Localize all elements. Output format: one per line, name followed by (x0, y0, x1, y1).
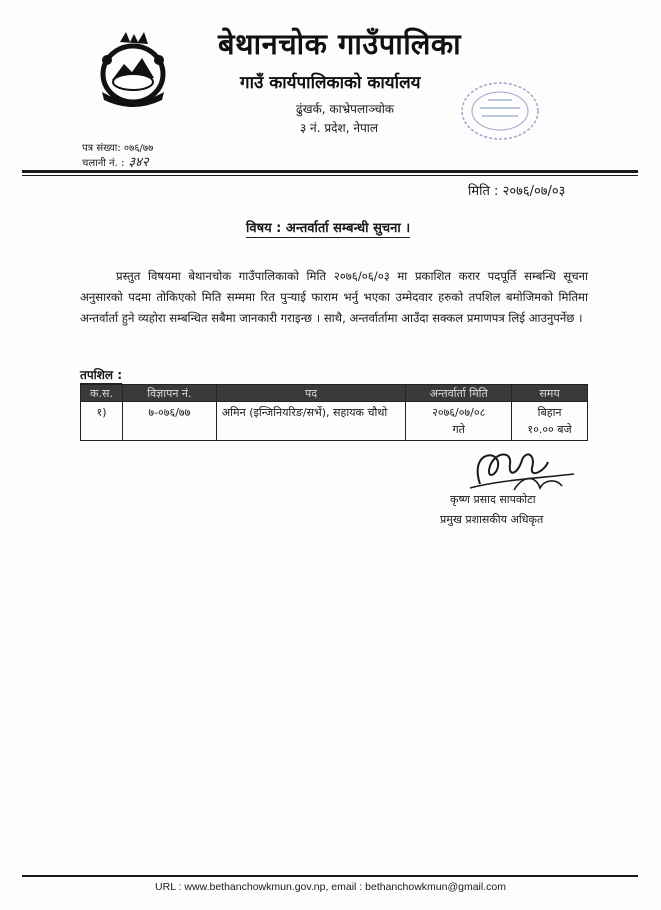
address-line-2: ३ नं. प्रदेश, नेपाल (300, 121, 379, 135)
cell-ad-number: ७-०७६/७७ (122, 402, 216, 441)
office-name: गाउँ कार्यपालिकाको कार्यालय (240, 73, 421, 93)
office-stamp-icon (458, 78, 542, 144)
reference-number: पत्र संख्या: ०७६/७७ (82, 143, 154, 154)
subject-line: विषय : अन्तर्वार्ता सम्बन्धी सुचना । (246, 218, 410, 238)
signatory-title: प्रमुख प्रशासकीय अधिकृत (440, 513, 544, 526)
address-line-1: ढुंखर्क, काभ्रेपलाञ्चोक (296, 102, 395, 116)
time-period: बिहान (537, 406, 562, 419)
col-header-post: पद (216, 385, 406, 402)
dispatch-value: ३४२ (128, 155, 149, 170)
organization-name: बेथानचोक गाउँपालिका (218, 27, 462, 61)
col-header-ad-number: विज्ञापन नं. (122, 385, 216, 402)
interview-date-value: २०७६/०७/०८ (432, 406, 486, 419)
col-header-time: समय (512, 385, 588, 402)
handwritten-signature-icon (440, 444, 580, 496)
cell-serial: १) (81, 402, 123, 441)
details-heading: तपशिल : (80, 368, 123, 382)
header-divider-thick (22, 170, 638, 173)
interview-date-suffix: गते (452, 423, 465, 436)
government-emblem-icon (92, 30, 174, 110)
table-row (81, 402, 588, 441)
dispatch-number (82, 152, 149, 170)
cell-post: अमिन (इन्जिनियरिङ/सर्भे), सहायक चौथो (216, 402, 406, 441)
dispatch-label: चलानी नं. : (82, 158, 125, 169)
notice-body: प्रस्तुत विषयमा बेथानचोक गाउँपालिकाको मिति २०७६/०६/०३ मा प्रकाशित करार पदपूर्ति सम्बन्धि सूचना अनुसारको पदमा तोकिएको मिति सम्ममा रित पुर्‍याई फाराम भर्नु भएका उम्मेदवार हरुको तपशिल बमोजिमको मितिमा अन्तर्वार्ता हुने व्यहोरा सम्बन्धित सबैमा जानकारी गराइन्छ । साथै, अन्तर्वार्तामा आउँदा सक्कल प्रमाणपत्र लिई आउनुपर्नेछ । (80, 269, 588, 325)
footer-divider (22, 875, 638, 877)
table-header-row (81, 385, 588, 402)
time-value: १०.०० बजे (527, 423, 572, 436)
footer-contact: URL : www.bethanchowkmun.gov.np, email : bethanchowkmun@gmail.com (155, 881, 506, 893)
cell-interview-date (406, 402, 512, 441)
col-header-interview-date: अन्तर्वार्ता मिति (406, 385, 512, 402)
cell-time (512, 402, 588, 441)
interview-schedule-table (80, 384, 588, 441)
col-header-serial: क.स. (81, 385, 123, 402)
letter-date: मिति : २०७६/०७/०३ (468, 184, 566, 199)
signatory-name: कृष्ण प्रसाद सापकोटा (450, 493, 536, 506)
header-divider-thin (22, 175, 638, 176)
